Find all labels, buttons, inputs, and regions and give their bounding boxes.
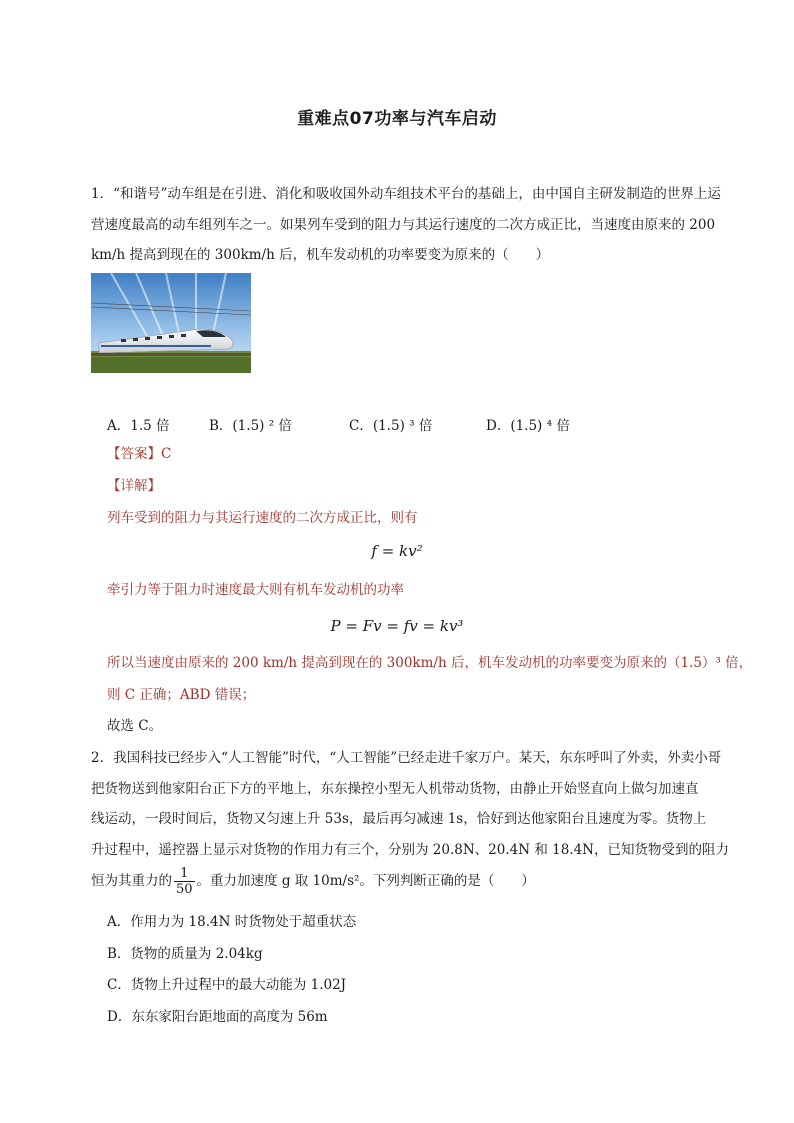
q1-option-b: B．(1.5) ² 倍 xyxy=(209,418,292,434)
q1-answer-label: 【答案】C xyxy=(107,446,172,462)
q2-text-line-2: 把货物送到他家阳台正下方的平地上，东东操控小型无人机带动货物，由静止开始竖直向上做匀加速直 xyxy=(91,781,699,797)
high-speed-train-image xyxy=(91,273,251,373)
q2-option-c: C．货物上升过程中的最大动能为 1.02J xyxy=(107,977,347,993)
page-title: 重难点07功率与汽车启动 xyxy=(297,109,497,129)
q1-option-c: C．(1.5) ³ 倍 xyxy=(349,418,433,434)
fraction-denominator: 50 xyxy=(176,882,193,897)
fraction-one-fiftieth xyxy=(174,866,195,897)
q1-detail-line-5: 故选 C。 xyxy=(107,718,163,734)
q1-detail-label: 【详解】 xyxy=(107,478,161,494)
q2-text-line-1: 2．我国科技已经步入“人工智能”时代，“人工智能”已经走进千家万户。某天，东东呼叫了外卖，外卖小哥 xyxy=(91,750,722,766)
q1-equation-1: f = kv² xyxy=(371,542,423,560)
q1-text-line-3: km/h 提高到现在的 300km/h 后，机车发动机的功率要变为原来的（ ） xyxy=(91,247,550,263)
q1-detail-line-3: 所以当速度由原来的 200 km/h 提高到现在的 300km/h 后，机车发动机的功率要变为原来的（1.5）³ 倍， xyxy=(107,655,753,671)
q2-text-line-3: 线运动，一段时间后，货物又匀速上升 53s，最后再匀减速 1s，恰好到达他家阳台且速度为零。货物上 xyxy=(91,811,707,827)
q1-detail-line-4: 则 C 正确；ABD 错误； xyxy=(107,687,256,703)
q1-detail-line-2: 牵引力等于阻力时速度最大则有机车发动机的功率 xyxy=(107,582,404,598)
q1-text-line-1: 1．“和谐号”动车组是在引进、消化和吸收国外动车组技术平台的基础上，由中国自主研发制造的世界上运 xyxy=(91,186,721,202)
q1-equation-2: P = Fv = fv = kv³ xyxy=(330,617,464,635)
train-photo xyxy=(91,273,251,373)
q2-line5-suffix: 。重力加速度 g 取 10m/s²。下列判断正确的是（ ） xyxy=(196,873,535,889)
q2-line5-prefix: 恒为其重力的 xyxy=(91,873,172,889)
q2-option-b: B．货物的质量为 2.04kg xyxy=(107,946,263,962)
q2-text-line-5 xyxy=(91,866,535,897)
q2-text-line-4: 升过程中，遥控器上显示对货物的作用力有三个，分别为 20.8N、20.4N 和 18.4N，已知货物受到的阻力 xyxy=(91,842,729,858)
q2-option-d: D．东东家阳台距地面的高度为 56m xyxy=(107,1009,328,1025)
q1-detail-line-1: 列车受到的阻力与其运行速度的二次方成正比，则有 xyxy=(107,510,418,526)
fraction-numerator: 1 xyxy=(174,866,195,882)
q1-option-d: D．(1.5) ⁴ 倍 xyxy=(486,418,570,434)
q2-option-a: A．作用力为 18.4N 时货物处于超重状态 xyxy=(107,914,357,930)
q1-text-line-2: 营速度最高的动车组列车之一。如果列车受到的阻力与其运行速度的二次方成正比，当速度由原来的 200 xyxy=(91,217,716,233)
q1-option-a: A．1.5 倍 xyxy=(107,418,170,434)
